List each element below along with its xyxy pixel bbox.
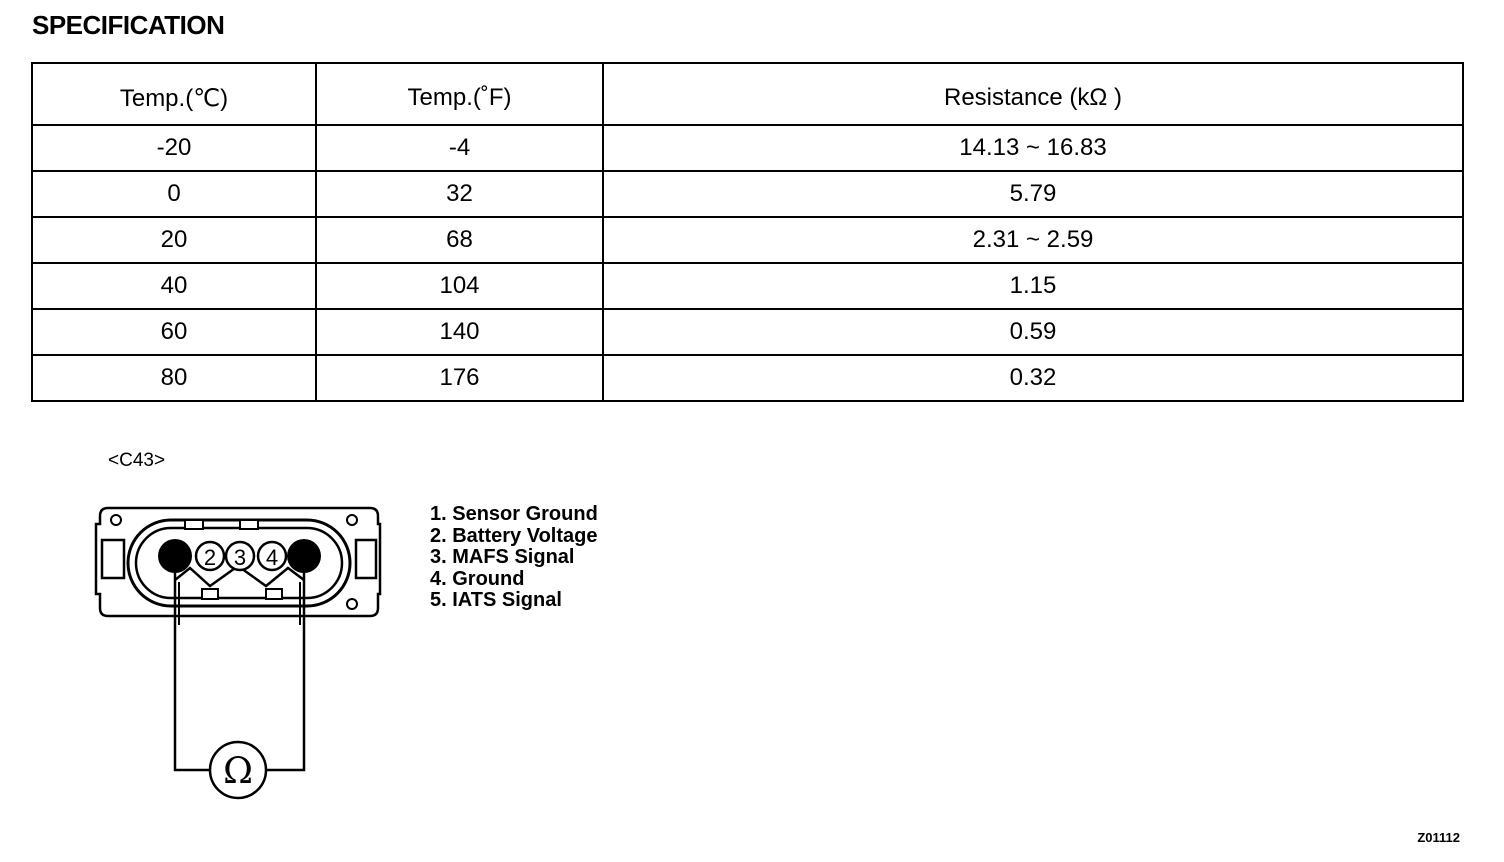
table-row <box>32 125 1463 171</box>
cell-temp-f: 176 <box>316 355 603 401</box>
header-temp-celsius: Temp.(℃) <box>32 63 316 125</box>
keying-tab <box>202 589 218 599</box>
cell-temp-c: 80 <box>32 355 316 401</box>
cell-temp-f: 104 <box>316 263 603 309</box>
keying-tab <box>185 520 203 529</box>
cell-temp-f: 32 <box>316 171 603 217</box>
cell-resistance: 5.79 <box>603 171 1463 217</box>
cell-temp-c: -20 <box>32 125 316 171</box>
cell-temp-c: 60 <box>32 309 316 355</box>
table-row <box>32 217 1463 263</box>
left-flange-slot <box>102 540 124 578</box>
legend-item: 4. Ground <box>430 567 525 590</box>
header-temp-fahrenheit: Temp.(˚F) <box>316 63 603 125</box>
cell-temp-f: 68 <box>316 217 603 263</box>
cell-resistance: 0.59 <box>603 309 1463 355</box>
connector-diagram <box>80 490 400 810</box>
ohmmeter-icon <box>210 742 266 798</box>
table-row <box>32 355 1463 401</box>
pin-4-label: 4 <box>265 545 279 570</box>
page-title: SPECIFICATION <box>32 10 225 40</box>
pin-3-label: 3 <box>233 545 247 570</box>
pin-legend <box>430 504 598 612</box>
legend-item: 2. Battery Voltage <box>430 524 598 547</box>
cell-resistance: 1.15 <box>603 263 1463 309</box>
table-row <box>32 171 1463 217</box>
connector-label: <C43> <box>108 450 166 471</box>
mounting-hole <box>347 515 357 525</box>
table-row <box>32 309 1463 355</box>
keying-tab <box>266 589 282 599</box>
cell-resistance: 2.31 ~ 2.59 <box>603 217 1463 263</box>
keying-tab <box>240 520 258 529</box>
legend-item: 3. MAFS Signal <box>430 546 575 568</box>
cell-temp-c: 0 <box>32 171 316 217</box>
legend-item: 1. Sensor Ground <box>430 503 598 525</box>
cell-temp-f: 140 <box>316 309 603 355</box>
cell-resistance: 14.13 ~ 16.83 <box>603 125 1463 171</box>
table-row <box>32 263 1463 309</box>
legend-item: 5. IATS Signal <box>430 589 562 611</box>
mounting-hole <box>111 515 121 525</box>
header-resistance: Resistance (kΩ ) <box>603 63 1463 125</box>
cell-temp-c: 20 <box>32 217 316 263</box>
mounting-hole <box>347 599 357 609</box>
cell-resistance: 0.32 <box>603 355 1463 401</box>
pin-2-label: 2 <box>203 545 217 570</box>
cell-temp-c: 40 <box>32 263 316 309</box>
right-flange-slot <box>356 540 376 578</box>
figure-id: Z01112 <box>1417 830 1460 845</box>
specification-table <box>31 62 1464 402</box>
ohmmeter-symbol: Ω <box>223 751 253 792</box>
cell-temp-f: -4 <box>316 125 603 171</box>
table-header-row <box>32 63 1463 125</box>
